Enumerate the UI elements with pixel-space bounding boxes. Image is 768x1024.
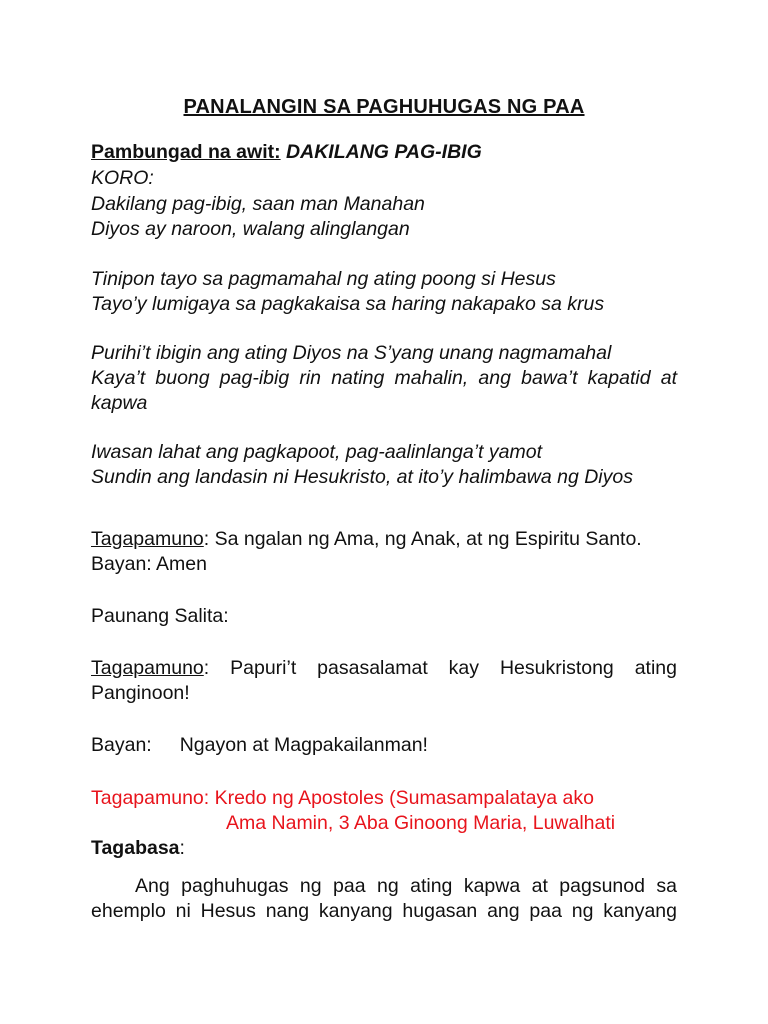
verse2-line-3: kapwa bbox=[91, 392, 148, 414]
verse2-line-2: Kaya’t buong pag-ibig rin nating mahalin, ang bawa’t kapatid at bbox=[91, 367, 677, 389]
reading-paragraph-line-2: ehemplo ni Hesus nang kanyang hugasan ang paa ng kanyang bbox=[91, 900, 677, 922]
leader-line-1-text: : Sa ngalan ng Ama, ng Anak, at ng Espiritu Santo. bbox=[203, 528, 642, 550]
reading-paragraph-line-1: Ang paghuhugas ng paa ng ating kapwa at pagsunod sa bbox=[135, 875, 677, 897]
bayan-response: Ngayon at Magpakailanman! bbox=[179, 734, 428, 756]
leader-line-2 bbox=[91, 656, 677, 681]
bayan-label: Bayan: bbox=[91, 734, 152, 756]
chorus-label: KORO: bbox=[91, 167, 154, 189]
leader-label: Tagapamuno bbox=[91, 528, 204, 550]
leader-line-1 bbox=[91, 527, 642, 552]
reader-colon: : bbox=[179, 837, 185, 859]
opening-song-label: Pambungad na awit: bbox=[91, 141, 281, 163]
bayan-response-line bbox=[91, 733, 428, 758]
verse2-line-1: Purihi’t ibigin ang ating Diyos na S’yang unang nagmamahal bbox=[91, 342, 612, 364]
red-instruction-line-2: Ama Namin, 3 Aba Ginoong Maria, Luwalhati bbox=[226, 812, 616, 834]
verse1-line-2: Tayo’y lumigaya sa pagkakaisa sa haring nakapako sa krus bbox=[91, 293, 605, 315]
verse3-line-1: Iwasan lahat ang pagkapoot, pag-aalinlanga’t yamot bbox=[91, 441, 542, 463]
bayan-amen: Bayan: Amen bbox=[91, 553, 207, 575]
reader-label: Tagabasa bbox=[91, 837, 180, 859]
page-title: PANALANGIN SA PAGHUHUGAS NG PAA bbox=[183, 96, 585, 118]
verse1-line-1: Tinipon tayo sa pagmamahal ng ating poong si Hesus bbox=[91, 268, 556, 290]
leader-label-2: Tagapamuno bbox=[91, 657, 204, 679]
reader-line bbox=[91, 836, 185, 861]
intro-label: Paunang Salita: bbox=[91, 605, 229, 627]
verse3-line-2: Sundin ang landasin ni Hesukristo, at ito’y halimbawa ng Diyos bbox=[91, 466, 633, 488]
leader-line-2-text: : Papuri’t pasasalamat kay Hesukristong ating bbox=[203, 657, 677, 679]
red-instruction-line-1: Tagapamuno: Kredo ng Apostoles (Sumasampalataya ako bbox=[91, 787, 594, 809]
opening-song-name: DAKILANG PAG-IBIG bbox=[286, 141, 482, 163]
chorus-line-1: Dakilang pag-ibig, saan man Manahan bbox=[91, 193, 425, 215]
leader-line-2-cont: Panginoon! bbox=[91, 682, 190, 704]
opening-song-line bbox=[91, 140, 482, 165]
chorus-line-2: Diyos ay naroon, walang alinglangan bbox=[91, 218, 410, 240]
